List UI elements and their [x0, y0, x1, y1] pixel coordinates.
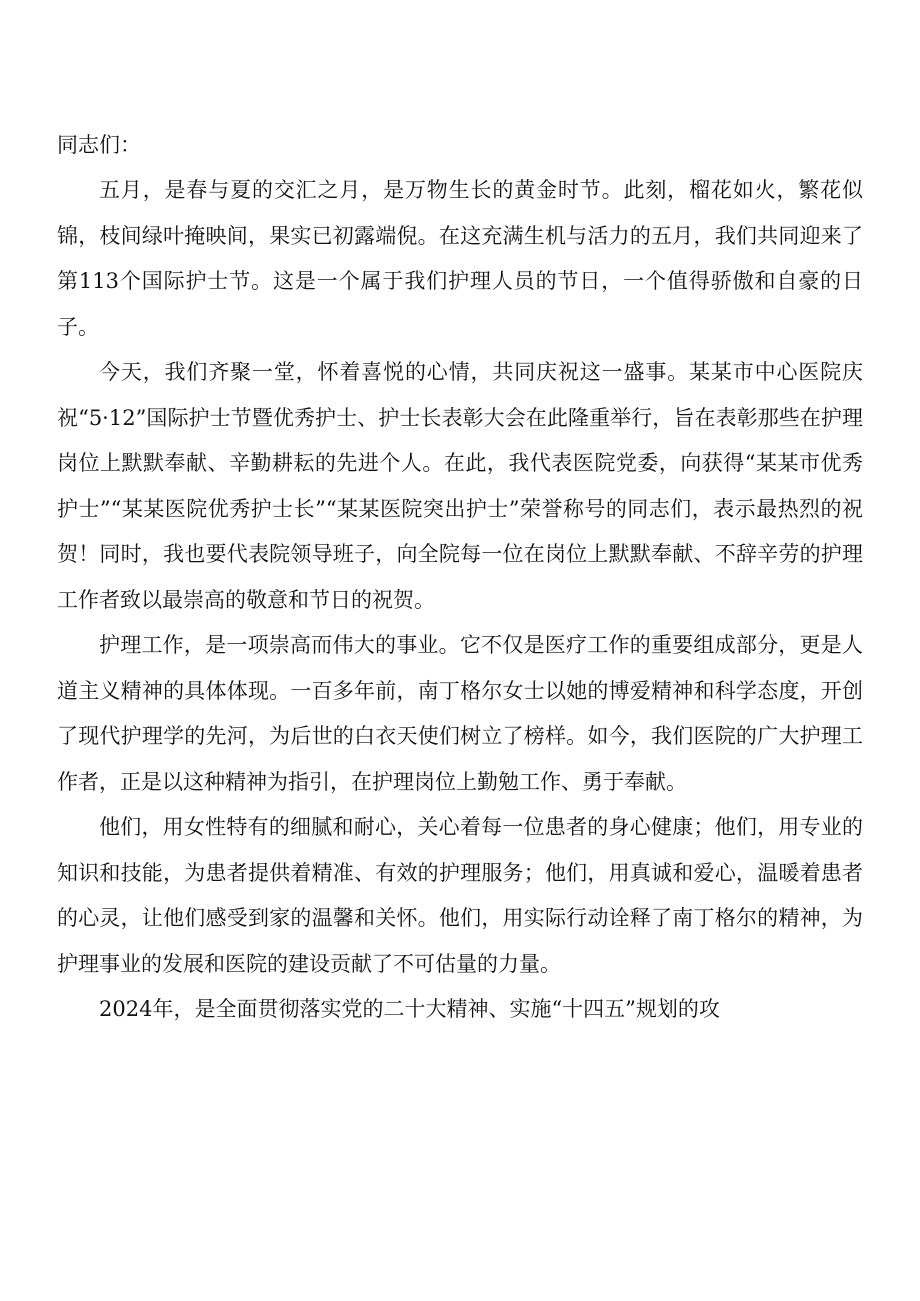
paragraph: 2024年，是全面贯彻落实党的二十大精神、实施“十四五”规划的攻 — [99, 997, 720, 1021]
salutation: 同志们： — [57, 133, 141, 157]
speech-text — [57, 123, 863, 1033]
paragraph: 护理工作，是一项崇高而伟大的事业。它不仅是医疗工作的重要组成部分，更是人道主义精神的具体体现。一百多年前，南丁格尔女士以她的博爱精神和科学态度，开创了现代护理学的先河，为后世的白衣天使们树立了榜样。如今，我们医院的广大护理工作者，正是以这种精神为指引，在护理岗位上勤勉工作、勇于奉献。 — [57, 633, 863, 794]
paragraph: 他们，用女性特有的细腻和耐心，关心着每一位患者的身心健康；他们，用专业的知识和技能，为患者提供着精准、有效的护理服务；他们，用真诚和爱心，温暖着患者的心灵，让他们感受到家的温馨和关怀。他们，用实际行动诠释了南丁格尔的精神，为护理事业的发展和医院的建设贡献了不可估量的力量。 — [57, 815, 863, 976]
paragraph: 五月，是春与夏的交汇之月，是万物生长的黄金时节。此刻，榴花如火，繁花似锦，枝间绿叶掩映间，果实已初露端倪。在这充满生机与活力的五月，我们共同迎来了第113个国际护士节。这是一个属于我们护理人员的节日，一个值得骄傲和自豪的日子。 — [57, 178, 863, 339]
paragraph: 今天，我们齐聚一堂，怀着喜悦的心情，共同庆祝这一盛事。某某市中心医院庆祝“5·12”国际护士节暨优秀护士、护士长表彰大会在此隆重举行，旨在表彰那些在护理岗位上默默奉献、辛勤耕耘的先进个人。在此，我代表医院党委，向获得“某某市优秀护士”“某某医院优秀护士长”“某某医院突出护士”荣誉称号的同志们，表示最热烈的祝贺！同时，我也要代表院领导班子，向全院每一位在岗位上默默奉献、不辞辛劳的护理工作者致以最崇高的敬意和节日的祝贺。 — [57, 360, 863, 612]
